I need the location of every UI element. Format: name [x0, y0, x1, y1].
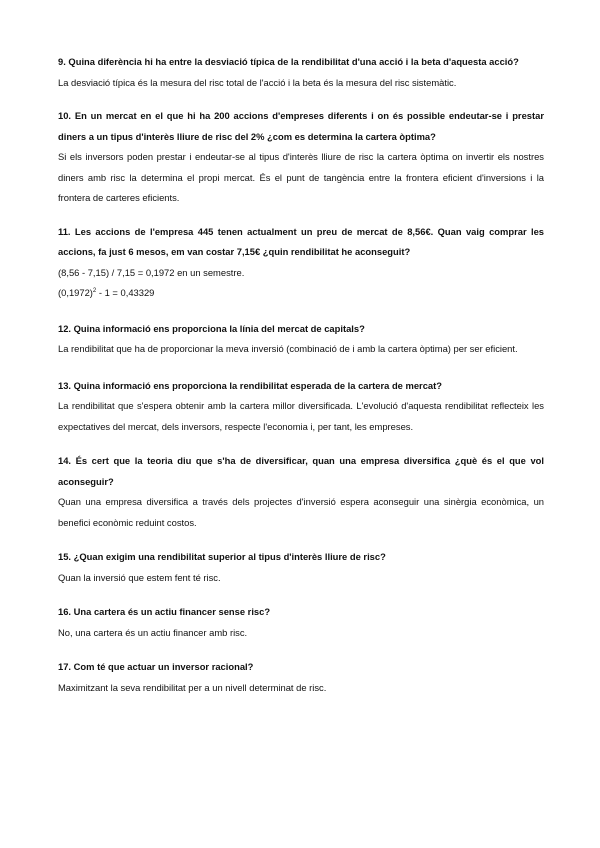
question-12: 12. Quina informació ens proporciona la línia del mercat de capitals? [58, 322, 365, 334]
formula-rest: - 1 = 0,43329 [96, 287, 155, 298]
question-block-12 [58, 319, 544, 360]
question-block-11 [58, 222, 544, 304]
document-page [58, 52, 544, 698]
question-17: 17. Com té que actuar un inversor racional? [58, 661, 254, 672]
answer-11-line-1: (8,56 - 7,15) / 7,15 = 0,1972 en un semestre. [58, 266, 245, 278]
answer-13: La rendibilitat que s'espera obtenir amb la cartera millor diversificada. L'evolució d'aquesta rendibilitat reflecteix les expectatives del mercat, dels inversors, respecte l'economia i, per tant, les empreses. [58, 400, 544, 432]
question-16: 16. Una cartera és un actiu financer sense risc? [58, 606, 271, 617]
answer-12: La rendibilitat que ha de proporcionar la meva inversió (combinació de i amb la cartera òptima) per ser eficient. [58, 343, 518, 354]
answer-15: Quan la inversió que estem fent té risc. [58, 571, 221, 583]
formula-base: (0,1972) [58, 287, 93, 298]
question-10: 10. En un mercat en el que hi ha 200 accions d'empreses diferents i on és possible endeutar-se i prestar diners a un tipus d'interès lliure de risc del 2% ¿com es determina la cartera òptima? [58, 110, 544, 142]
question-11: 11. Les accions de l'empresa 445 tenen actualment un preu de mercat de 8,56€. Quan vaig comprar les accions, fa just 6 mesos, em van costar 7,15€ ¿quin rendibilitat he aconseguit? [58, 225, 544, 257]
question-block-10 [58, 106, 544, 209]
question-9: 9. Quina diferència hi ha entre la desviació típica de la rendibilitat d'una acció i la beta d'aquesta acció? [58, 56, 519, 67]
question-block-17 [58, 657, 544, 698]
answer-16: No, una cartera és un actiu financer amb risc. [58, 626, 248, 638]
question-block-9 [58, 52, 544, 93]
question-block-16 [58, 602, 544, 643]
question-15: 15. ¿Quan exigim una rendibilitat superior al tipus d'interès lliure de risc? [58, 551, 386, 562]
answer-9: La desviació típica és la mesura del risc total de l'acció i la beta és la mesura del risc sistemàtic. [58, 76, 457, 88]
question-block-13 [58, 376, 544, 438]
formula-exponent: 2 [92, 287, 97, 294]
question-block-15 [58, 547, 544, 588]
answer-14: Quan una empresa diversifica a través dels projectes d'inversió espera aconseguir una sinèrgia econòmica, un benefici econòmic reduint costos. [58, 496, 544, 528]
question-14: 14. És cert que la teoria diu que s'ha de diversificar, quan una empresa diversifica ¿què és el que vol aconseguir? [58, 455, 544, 487]
question-block-14 [58, 451, 544, 533]
answer-17: Maximitzant la seva rendibilitat per a un nivell determinat de risc. [58, 681, 327, 693]
answer-11-formula [58, 283, 544, 304]
question-13: 13. Quina informació ens proporciona la rendibilitat esperada de la cartera de mercat? [58, 379, 442, 391]
answer-10: Si els inversors poden prestar i endeutar-se al tipus d'interès lliure de risc la cartera òptima on invertir els nostres diners amb risc la determina el propi mercat. És el punt de tangència entre la frontera eficient d'inversions i la frontera de carteres eficients. [58, 151, 544, 203]
